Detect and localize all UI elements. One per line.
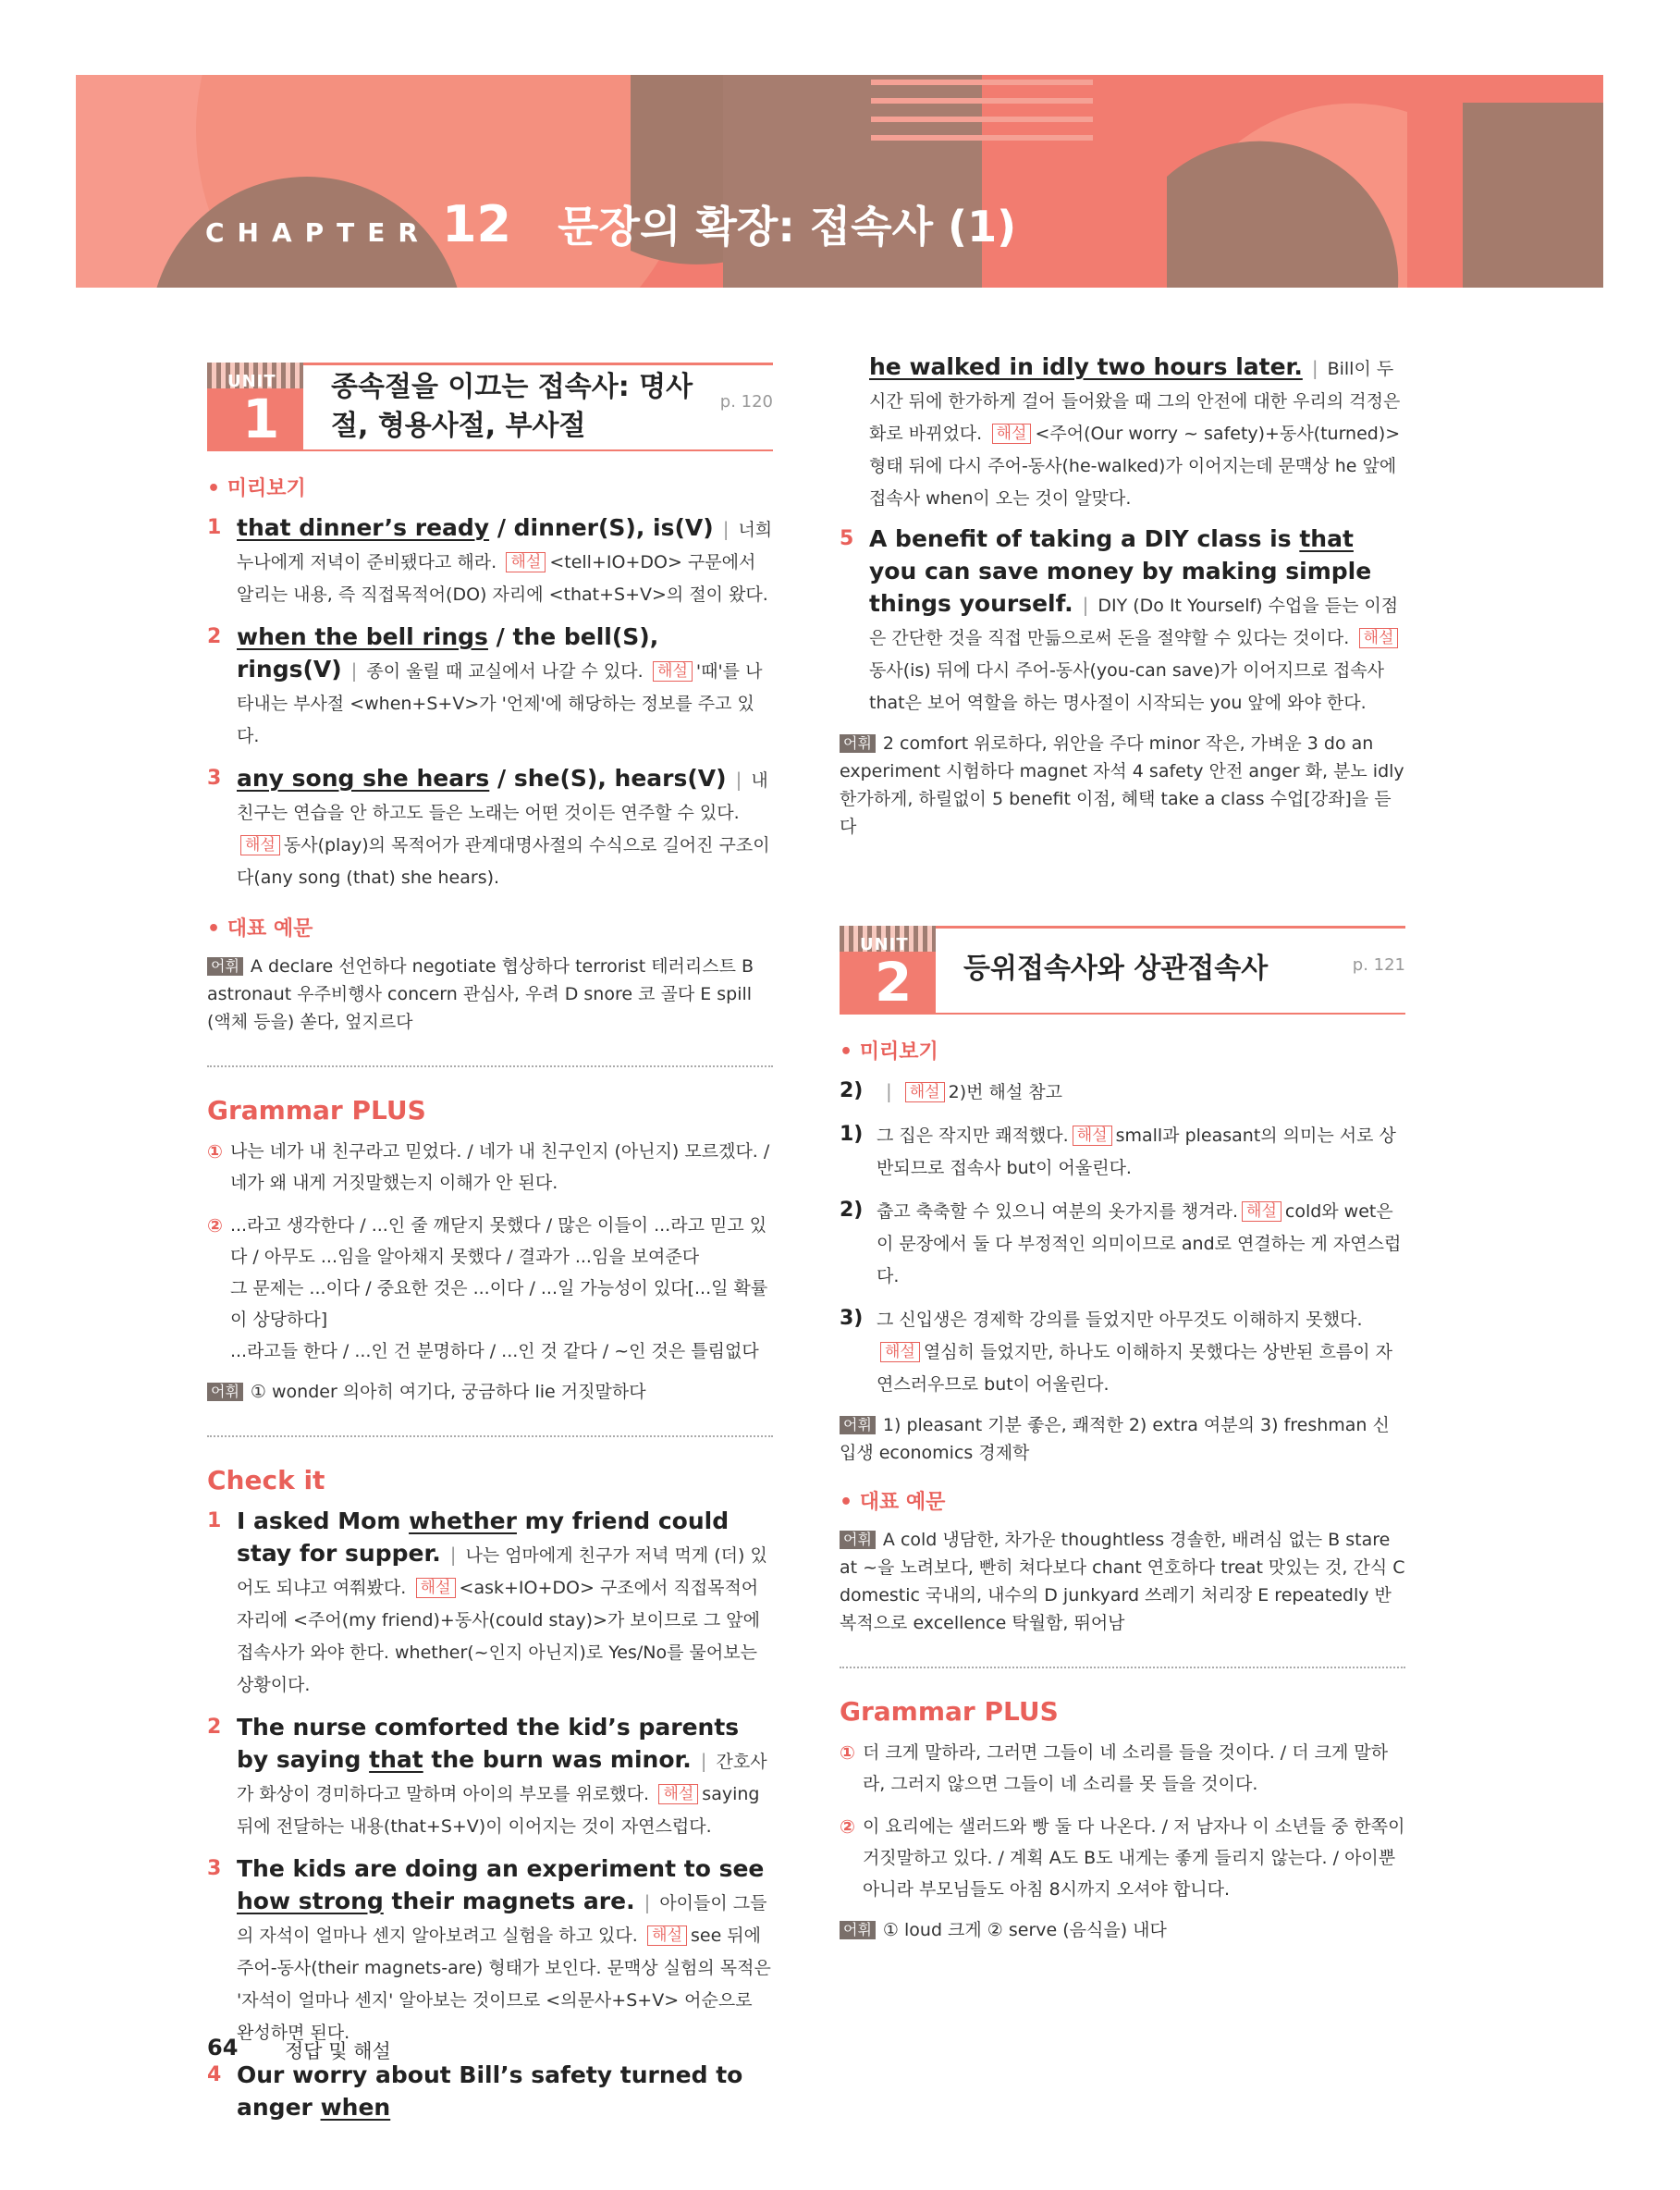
- vocab-tag: 어휘: [840, 1416, 876, 1434]
- page-number: 64: [207, 2035, 239, 2061]
- grammar-plus-item: ① 더 크게 말하라, 그러면 그들이 네 소리를 들을 것이다. / 더 크게 말하라, 그러지 않으면 그들이 네 소리를 못 들을 것이다.: [840, 1741, 1389, 1794]
- explanation-tag: 해설: [1359, 628, 1399, 648]
- vocab-list: 어휘 ① wonder 의아히 여기다, 궁금하다 lie 거짓말하다: [207, 1378, 773, 1406]
- unit-number: 2: [875, 951, 913, 1014]
- answer-text: any song she hears: [237, 765, 490, 792]
- vocab-list: 어휘 A cold 냉담한, 차가운 thoughtless 경솔한, 배려심 없는 B stare at ~을 노려보다, 빤히 쳐다보다 chant 연호하다 treat 맛있는 것, 간식 C domestic 국내의, 내수의 D junkyard 쓰레기 처리장 E repeatedly 반복적으로 excellence 탁월함, 뛰어남: [840, 1530, 1405, 1633]
- unit-1-header: [207, 342, 773, 453]
- answer-text: he walked in idly two hours later.: [869, 353, 1303, 380]
- preview-item: 2) | 해설 2)번 해설 참고: [840, 1079, 1062, 1102]
- grammar-plus-item: ② ...라고 생각한다 / ...인 줄 깨닫지 못했다 / 많은 이들이 ...라고 믿고 있다 / 아무도 ...임을 알아채지 못했다 / 결과가 ...임을 보여준다 그 문제는 ...이다 / 중요한 것은 ...이다 / ...일 가능성이 있다[...일 확률이 상당하다] ...라고들 한다 / ...인 건 분명하다 / ...인 것 같다 / ~인 것은 틀림없다: [207, 1214, 768, 1361]
- explanation-tag: 해설: [240, 835, 280, 855]
- check-item: 3 The kids are doing an experiment to see how strong their magnets are. | 아이들이 그들의 자석이 얼마나 센지 알아보려고 실험을 하고 있다. 해설 see 뒤에 주어-동사(their magnets-are) 형태가 보인다. 문맥상 실험의 목적은 '자석이 얼마나 센지' 알아보는 것이므로 <의문사+S+V> 어순으로 완성하면 된다.: [207, 1855, 771, 2043]
- explanation-tag: 해설: [506, 552, 546, 572]
- check-item: 2 The nurse comforted the kid’s parents by saying that the burn was minor. | 간호사가 화상이 경미하다고 말하며 아이의 부모를 위로했다. 해설 saying 뒤에 전달하는 내용(that+S+V)이 이어지는 것이 자연스럽다.: [207, 1714, 767, 1837]
- unit-label: UNIT: [227, 372, 276, 391]
- vocab-tag: 어휘: [840, 1531, 876, 1549]
- explanation: <tell+IO+DO> 구문에서 알리는 내용, 즉 직접목적어(DO) 자리에 <that+S+V>의 절이 왔다.: [237, 552, 768, 605]
- answer-text: when: [320, 2094, 391, 2121]
- vocab-list: 어휘 ① loud 크게 ② serve (음식을) 내다: [840, 1916, 1405, 1944]
- translation: Bill이 두 시간 뒤에 한가하게 걸어 들어왔을 때 그의 안전에 대한 우리의 걱정은 화로 바뀌었다.: [869, 359, 1401, 444]
- check-item: 5 A benefit of taking a DIY class is that you can save money by making simple things yourself. | DIY (Do It Yourself) 수업을 듣는 이점은 간단한 것을 직접 만듦으로써 돈을 절약할 수 있다는 것이다. 해설동사(is) 뒤에 다시 주어-동사(you-can save)가 이어지므로 접속사 that은 보어 역할을 하는 명사절이 시작되는 you 앞에 와야 한다.: [840, 525, 1399, 713]
- translation: 종이 울릴 때 교실에서 나갈 수 있다.: [366, 661, 644, 682]
- divider: [207, 1065, 773, 1067]
- explanation: see 뒤에 주어-동사(their magnets-are) 형태가 보인다. 문맥상 실험의 목적은 '자석이 얼마나 센지' 알아보는 것이므로 <의문사+S+V> 어순으로 완성하면 된다.: [237, 1925, 771, 2043]
- vocab-tag: 어휘: [840, 734, 876, 753]
- unit-1-page-ref: p. 120: [719, 392, 773, 412]
- preview-item: 3) 그 신입생은 경제학 강의를 들었지만 아무것도 이해하지 못했다.해설 열심히 들었지만, 하나도 이해하지 못했다는 상반된 흐름이 자연스러우므로 but이 어울린다.: [840, 1307, 1393, 1395]
- vocab-tag: 어휘: [207, 957, 243, 976]
- example-heading: • 대표 예문: [207, 914, 773, 945]
- answer-text: how strong: [237, 1888, 384, 1914]
- explanation-tag: 해설: [1242, 1201, 1281, 1222]
- grammar-plus-heading: Grammar PLUS: [840, 1696, 1059, 1727]
- explanation: <ask+IO+DO> 구조에서 직접목적어 자리에 <주어(my friend)+동사(could stay)>가 보이므로 그 앞에 접속사가 와야 한다. whether(~인지 아닌지)로 Yes/No를 물어보는 상황이다.: [237, 1578, 760, 1695]
- chapter-banner: [76, 75, 1603, 288]
- grammar-plus-heading: Grammar PLUS: [207, 1095, 426, 1126]
- unit-2-title: 등위접속사와 상관접속사: [963, 953, 1269, 985]
- explanation: <주어(Our worry ~ safety)+동사(turned)> 형태 뒤에 다시 주어-동사(he-walked)가 이어지는데 문맥상 he 앞에 접속사 when이 오는 것이 알맞다.: [869, 424, 1401, 509]
- translation: DIY (Do It Yourself) 수업을 듣는 이점은 간단한 것을 직접 만듦으로써 돈을 절약할 수 있다는 것이다.: [869, 596, 1399, 648]
- vocab-list: 어휘 1) pleasant 기분 좋은, 쾌적한 2) extra 여분의 3) freshman 신입생 economics 경제학: [840, 1415, 1390, 1463]
- answer-text: that: [369, 1746, 423, 1773]
- explanation: 동사(is) 뒤에 다시 주어-동사(you-can save)가 이어지므로 접속사 that은 보어 역할을 하는 명사절이 시작되는 you 앞에 와야 한다.: [869, 660, 1385, 713]
- unit-2-page-ref: p. 121: [1352, 955, 1405, 975]
- vocab-list: 어휘 2 comfort 위로하다, 위안을 주다 minor 작은, 가벼운 3 do an experiment 시험하다 magnet 자석 4 safety 안전 anger 화, 분노 idly 한가하게, 하릴없이 5 benefit 이점, 혜택 take a class 수업[강좌]을 듣다: [840, 733, 1404, 837]
- explanation-tag: 해설: [658, 1784, 698, 1804]
- check-item: 4 Our worry about Bill’s safety turned to anger when: [207, 2061, 743, 2121]
- unit-2-badge: [840, 926, 936, 1015]
- explanation-tag: 해설: [1073, 1126, 1112, 1146]
- footer-label: 정답 및 해설: [285, 2040, 391, 2062]
- unit-1-badge: [207, 363, 303, 451]
- chapter-name: 문장의 확장: 접속사 (1): [558, 202, 1017, 252]
- explanation: '때'를 나타내는 부사절 <when+S+V>가 '언제'에 해당하는 정보를 주고 있다.: [237, 661, 763, 746]
- left-column: [207, 342, 773, 2135]
- answer-text: whether: [409, 1507, 517, 1534]
- chapter-word: CHAPTER: [205, 217, 431, 248]
- translation: 너희 누나에게 저녁이 준비됐다고 해라.: [237, 520, 773, 572]
- preview-item: 2 when the bell rings / the bell(S), rings(V) | 종이 울릴 때 교실에서 나갈 수 있다. 해설 '때'를 나타내는 부사절 <when+S+V>가 '언제'에 해당하는 정보를 주고 있다.: [207, 623, 763, 746]
- explanation: saying 뒤에 전달하는 내용(that+S+V)이 이어지는 것이 자연스럽다.: [237, 1784, 760, 1837]
- divider: [207, 1435, 773, 1437]
- explanation: 동사(play)의 목적어가 관계대명사절의 수식으로 길어진 구조이다(any song (that) she hears).: [237, 835, 770, 888]
- check-item-continued: he walked in idly two hours later. | Bill이 두 시간 뒤에 한가하게 걸어 들어왔을 때 그의 안전에 대한 우리의 걱정은 화로 바뀌었다. 해설 <주어(Our worry ~ safety)+동사(turned)> 형태 뒤에 다시 주어-동사(he-walked)가 이어지는데 문맥상 he 앞에 접속사 when이 오는 것이 알맞다.: [869, 353, 1401, 509]
- check-it-heading: Check it: [207, 1465, 325, 1495]
- translation: 내 친구는 연습을 안 하고도 들은 노래는 어떤 것이든 연주할 수 있다.: [237, 770, 768, 823]
- unit-1-title: 종속절을 이끄는 접속사: 명사절, 형용사절, 부사절: [331, 371, 693, 442]
- unit-2-header: [840, 905, 1405, 1016]
- unit-number: 1: [242, 388, 280, 450]
- answer-text: when the bell rings: [237, 623, 488, 650]
- divider: [840, 1667, 1405, 1668]
- explanation-tag: 해설: [653, 661, 693, 682]
- banner-decoration: [76, 75, 1603, 288]
- preview-item: 1) 그 집은 작지만 쾌적했다. 해설 small과 pleasant의 의미는 서로 상반되므로 접속사 but이 어울린다.: [840, 1123, 1396, 1178]
- chapter-number: 12: [441, 195, 512, 253]
- explanation-tag: 해설: [416, 1578, 456, 1598]
- translation: 나는 엄마에게 친구가 저녁 먹게 (더) 있어도 되냐고 여쭤봤다.: [237, 1545, 767, 1598]
- chapter-title: [205, 193, 1016, 254]
- explanation-tag: 해설: [905, 1082, 945, 1102]
- preview-heading: • 미리보기: [207, 474, 773, 505]
- vocab-list: 어휘 A declare 선언하다 negotiate 협상하다 terrorist 테러리스트 B astronaut 우주비행사 concern 관심사, 우려 D snore 코 골다 E spill (액체 등을) 쏟다, 엎지르다: [207, 956, 754, 1032]
- preview-item: 3 any song she hears / she(S), hears(V) | 내 친구는 연습을 안 하고도 들은 노래는 어떤 것이든 연주할 수 있다. 해설 동사(play)의 목적어가 관계대명사절의 수식으로 길어진 구조이다(any song (that) she hears).: [207, 765, 770, 888]
- preview-item: 2) 춥고 축축할 수 있으니 여분의 옷가지를 챙겨라. 해설 cold와 wet은 이 문장에서 둘 다 부정적인 의미이므로 and로 연결하는 게 자연스럽다.: [840, 1199, 1402, 1286]
- example-heading: • 대표 예문: [840, 1487, 1405, 1519]
- grammar-plus-item: ② 이 요리에는 샐러드와 빵 둘 다 나온다. / 저 남자나 이 소년들 중 한쪽이 거짓말하고 있다. / 계획 A도 B도 내게는 좋게 들리지 않는다. / 아이뿐 아니라 부모님들도 아침 8시까지 오셔야 합니다.: [840, 1815, 1405, 1900]
- vocab-tag: 어휘: [840, 1921, 876, 1939]
- answer-text: that: [1299, 525, 1354, 552]
- explanation-tag: 해설: [880, 1342, 920, 1362]
- preview-heading: • 미리보기: [840, 1037, 1405, 1068]
- answer-text: that dinner’s ready: [237, 514, 490, 541]
- preview-item: 1 that dinner’s ready / dinner(S), is(V) | 너희 누나에게 저녁이 준비됐다고 해라. 해설 <tell+IO+DO> 구문에서 알리는 내용, 즉 직접목적어(DO) 자리에 <that+S+V>의 절이 왔다.: [207, 514, 773, 605]
- unit-label: UNIT: [860, 935, 909, 954]
- grammar-plus-item: ① 나는 네가 내 친구라고 믿었다. / 네가 내 친구인지 (아닌지) 모르겠다. / 네가 왜 내게 거짓말했는지 이해가 안 된다.: [207, 1140, 770, 1193]
- translation: 아이들이 그들의 자석이 얼마나 센지 알아보려고 실험을 하고 있다.: [237, 1893, 767, 1946]
- explanation-tag: 해설: [647, 1925, 687, 1946]
- check-item: 1 I asked Mom whether my friend could stay for supper. | 나는 엄마에게 친구가 저녁 먹게 (더) 있어도 되냐고 여쭤봤다. 해설 <ask+IO+DO> 구조에서 직접목적어 자리에 <주어(my friend)+동사(could stay)>가 보이므로 그 앞에 접속사가 와야 한다. whether(~인지 아닌지)로 Yes/No를 물어보는 상황이다.: [207, 1507, 767, 1695]
- explanation-tag: 해설: [992, 424, 1032, 444]
- translation: 간호사가 화상이 경미하다고 말하며 아이의 부모를 위로했다.: [237, 1752, 767, 1804]
- right-column: [840, 351, 1405, 1944]
- vocab-tag: 어휘: [207, 1383, 243, 1401]
